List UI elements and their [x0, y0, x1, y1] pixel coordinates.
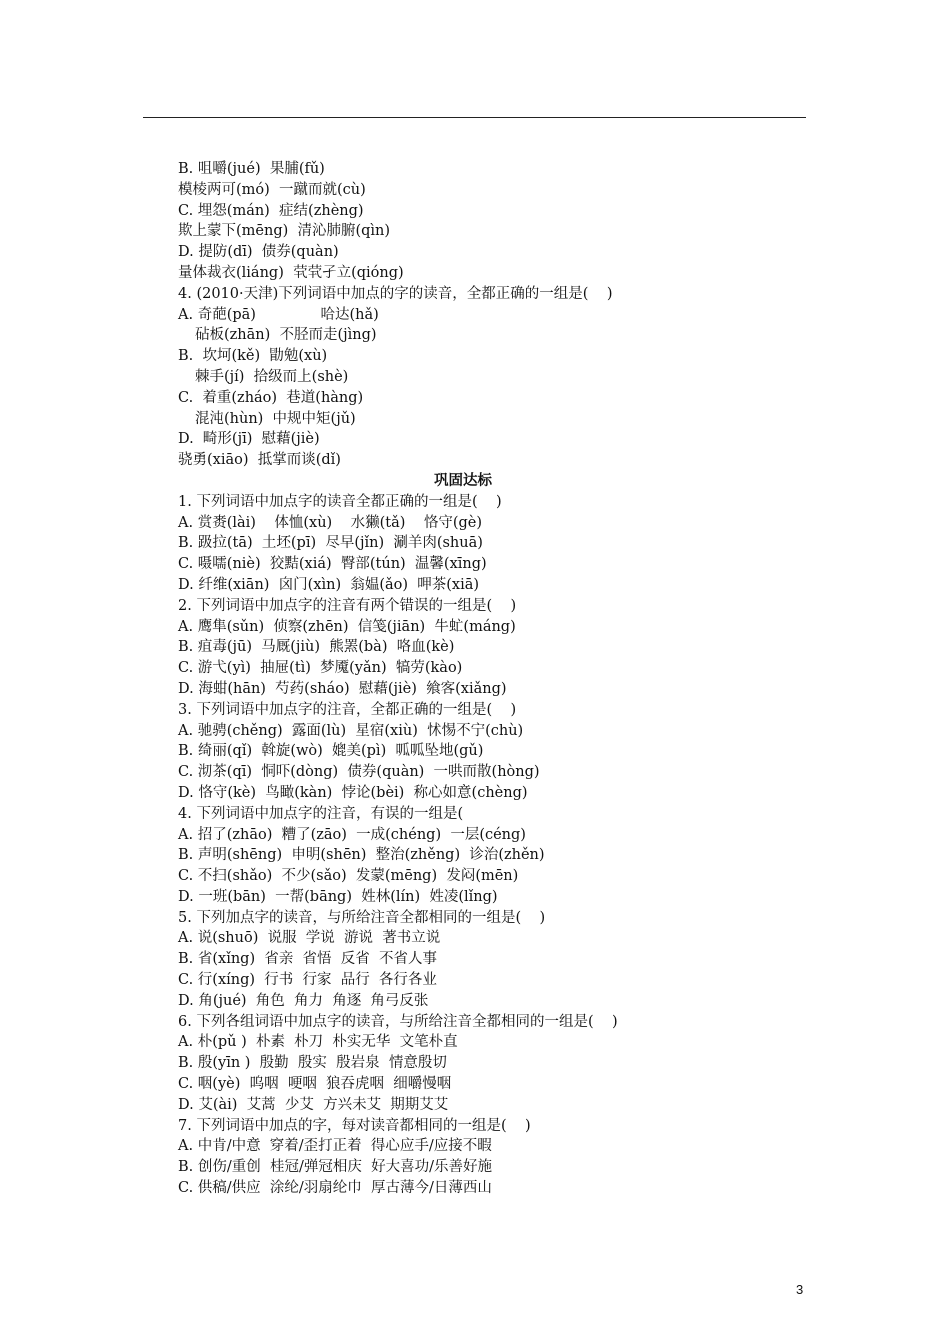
question-stem: 3. 下列词语中加点字的注音，全都正确的一组是( ): [178, 701, 517, 718]
question-stem: 4. (2010·天津)下列词语中加点的字的读音，全都正确的一组是( ): [178, 285, 613, 302]
text-line: D. 角(jué) 角色 角力 角逐 角弓反张: [178, 992, 429, 1009]
text-line: D. 纤维(xiān) 囟门(xìn) 翁媪(ǎo) 呷茶(xiā): [178, 576, 480, 593]
question-stem: 2. 下列词语中加点字的注音有两个错误的一组是( ): [178, 597, 517, 614]
text-line: D. 海蚶(hān) 芍药(sháo) 慰藉(jiè) 飨客(xiǎng): [178, 680, 507, 697]
text-line: C. 着重(zháo) 巷道(hàng): [178, 389, 364, 406]
text-line: D. 提防(dī) 债券(quàn): [178, 244, 339, 261]
text-line: C. 嗫嚅(niè) 狡黠(xiá) 臀部(tún) 温馨(xīng): [178, 556, 487, 573]
text-line: 砧板(zhān) 不胫而走(jìng): [195, 327, 377, 344]
text-line: B. 声明(shēng) 申明(shēn) 整治(zhěng) 诊治(zhěn): [178, 847, 545, 864]
question-stem: 6. 下列各组词语中加点字的读音，与所给注音全都相同的一组是( ): [178, 1013, 618, 1030]
text-line: C. 行(xíng) 行书 行家 品行 各行各业: [178, 972, 437, 989]
text-line: A. 说(shuō) 说服 学说 游说 著书立说: [178, 930, 441, 947]
text-line: B. 咀嚼(jué) 果脯(fǔ): [178, 161, 325, 177]
text-line: B. 殷(yīn ) 殷勤 殷实 殷岩泉 情意殷切: [178, 1055, 447, 1072]
text-line: A. 奇葩(pā) 哈达(hǎ): [178, 306, 379, 323]
question-stem: 4. 下列词语中加点字的注音，有误的一组是(: [178, 805, 464, 822]
text-line: C. 咽(yè) 呜咽 哽咽 狼吞虎咽 细嚼慢咽: [178, 1076, 452, 1093]
text-line: D. 恪守(kè) 鸟瞰(kàn) 悖论(bèi) 称心如意(chèng): [178, 784, 528, 801]
text-line: D. 一班(bān) 一帮(bāng) 姓林(lín) 姓凌(lǐng): [178, 888, 498, 905]
text-line: 模棱两可(mó) 一蹴而就(cù): [178, 181, 366, 198]
text-line: C. 游弋(yì) 抽屉(tì) 梦魇(yǎn) 犒劳(kào): [178, 660, 463, 677]
question-stem: 7. 下列词语中加点的字，每对读音都相同的一组是( ): [178, 1117, 531, 1134]
text-line: 欺上蒙下(mēng) 清沁肺腑(qìn): [178, 223, 391, 240]
section-heading: 巩固达标: [434, 471, 492, 489]
text-line: 棘手(jí) 拾级而上(shè): [195, 368, 349, 385]
text-line: C. 供稿/供应 涂纶/羽扇纶巾 厚古薄今/日薄西山: [178, 1180, 492, 1197]
text-line: C. 不扫(shǎo) 不少(sǎo) 发蒙(mēng) 发闷(mēn): [178, 868, 519, 885]
text-line: B. 趿拉(tā) 土坯(pī) 尽早(jǐn) 涮羊肉(shuā): [178, 535, 483, 552]
text-line: B. 省(xǐng) 省亲 省悟 反省 不省人事: [178, 951, 437, 968]
text-line: D. 艾(ài) 艾蒿 少艾 方兴未艾 期期艾艾: [178, 1096, 449, 1113]
text-line: B. 绮丽(qǐ) 斡旋(wò) 媲美(pì) 呱呱坠地(gǔ): [178, 743, 484, 760]
text-line: A. 朴(pǔ ) 朴素 朴刀 朴实无华 文笔朴直: [178, 1034, 458, 1051]
text-line: 量体裁衣(liáng) 茕茕孑立(qióng): [178, 264, 404, 281]
page-number: 3: [796, 1282, 804, 1297]
document-body: [178, 159, 808, 1199]
text-line: 混沌(hùn) 中规中矩(jǔ): [195, 410, 356, 427]
header-rule: [143, 117, 806, 118]
text-line: A. 驰骋(chěng) 露面(lù) 星宿(xiù) 怵惕不宁(chù): [178, 722, 524, 739]
text-line: A. 中肯/中意 穿着/歪打正着 得心应手/应接不暇: [178, 1138, 492, 1155]
text-line: A. 赏赉(lài) 体恤(xù) 水獭(tǎ) 恪守(gè): [178, 514, 483, 531]
text-line: D. 畸形(jī) 慰藉(jiè): [178, 431, 320, 448]
question-stem: 1. 下列词语中加点字的读音全都正确的一组是( ): [178, 493, 502, 510]
text-line: 骁勇(xiāo) 抵掌而谈(dǐ): [178, 452, 341, 469]
text-line: B. 疽毒(jū) 马厩(jiù) 熊罴(bà) 咯血(kè): [178, 639, 455, 656]
text-line: B. 坎坷(kě) 勖勉(xù): [178, 348, 328, 365]
text-line: C. 埋怨(mán) 症结(zhèng): [178, 202, 364, 219]
text-line: C. 沏茶(qī) 恫吓(dòng) 债券(quàn) 一哄而散(hòng): [178, 764, 540, 781]
text-line: B. 创伤/重创 桂冠/弹冠相庆 好大喜功/乐善好施: [178, 1159, 492, 1176]
question-stem: 5. 下列加点字的读音，与所给注音全都相同的一组是( ): [178, 909, 546, 926]
text-line: A. 鹰隼(sǔn) 侦察(zhēn) 信笺(jiān) 牛虻(máng): [178, 618, 516, 635]
text-line: A. 招了(zhāo) 糟了(zāo) 一成(chéng) 一层(céng): [178, 826, 526, 843]
